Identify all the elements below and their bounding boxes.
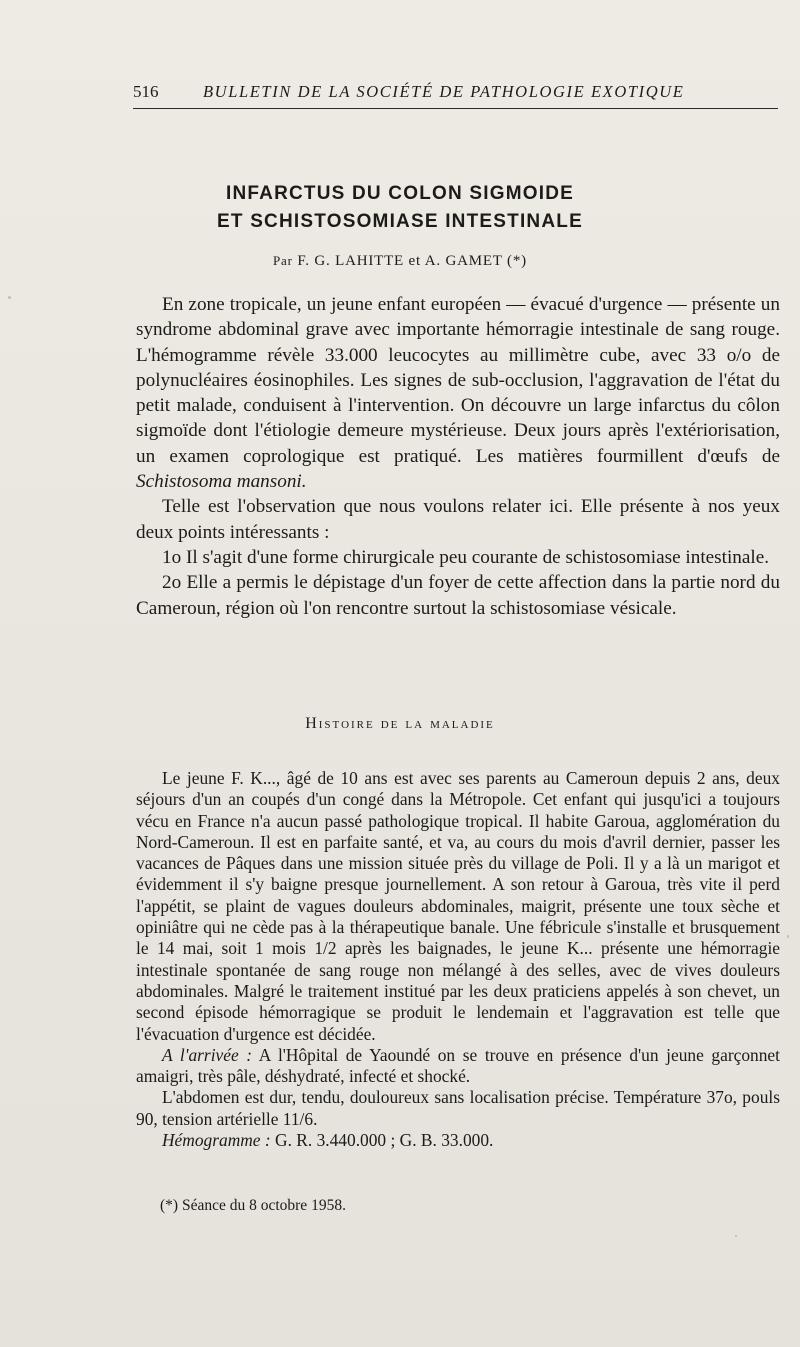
case-paragraph-text: G. R. 3.440.000 ; G. B. 33.000. — [270, 1130, 494, 1151]
running-head — [133, 78, 778, 109]
paper-speck — [8, 296, 11, 299]
paper-speck — [787, 935, 789, 938]
case-lead: Hémogramme : — [162, 1130, 271, 1151]
intro-point-1 — [136, 545, 780, 570]
case-paragraph-1 — [136, 768, 780, 1045]
intro-paragraph-text: Telle est l'observation que nous voulons relater ici. Elle présente à nos yeux deux points intéressants : — [136, 496, 780, 543]
case-paragraph-arrival — [136, 1045, 780, 1088]
page-number: 516 — [133, 82, 159, 101]
byline-prefix: Par — [273, 253, 293, 268]
byline — [0, 253, 800, 270]
footnote: (*) Séance du 8 octobre 1958. — [160, 1197, 346, 1214]
case-paragraph-text: A l'Hôpital de Yaoundé on se trouve en présence d'un jeune garçonnet amaigri, très pâle, déshydraté, infecté et shocké. — [136, 1044, 780, 1087]
case-paragraph-text: L'abdomen est dur, tendu, douloureux sans localisation précise. Température 37o, pouls 90, tension artérielle 11/6. — [136, 1087, 780, 1129]
intro-paragraph-text: En zone tropicale, un jeune enfant européen — évacué d'urgence — présente un syndrome abdominal grave avec importante hémorragie intestinale de sang rouge. L'hémogramme révèle 33.000 leucocytes au millimètre cube, avec 33 o/o de polynucléaires éosinophiles. Les signes de sub-occlusion, l'aggravation de l'état du petit malade, conduisent à l'intervention. On découvre un large infarctus du côlon sigmoïde dont l'étiologie demeure mystérieuse. Deux jours après l'extériorisation, un examen coprologique est pratiqué. Les matières fourmillent d'œufs de — [136, 294, 780, 467]
article-title-line-2: ET SCHISTOSOMIASE INTESTINALE — [217, 211, 583, 232]
authors: F. G. LAHITTE et A. GAMET (*) — [297, 253, 527, 269]
case-lead: A l'arrivée : — [162, 1044, 253, 1065]
case-paragraph-abdomen — [136, 1087, 780, 1130]
section-heading: Histoire de la maladie — [305, 715, 495, 732]
article-title-line-1: INFARCTUS DU COLON SIGMOIDE — [225, 183, 574, 204]
species-name: Schistosoma mansoni. — [136, 471, 307, 493]
introduction — [136, 292, 780, 621]
intro-paragraph-1 — [136, 292, 780, 494]
paper-speck — [735, 1235, 737, 1237]
journal-title: BULLETIN DE LA SOCIÉTÉ DE PATHOLOGIE EXOTIQUE — [203, 82, 685, 101]
intro-point-2 — [136, 570, 780, 621]
case-paragraph-hemogram — [136, 1130, 780, 1151]
intro-paragraph-2 — [136, 494, 780, 545]
intro-paragraph-text: 2o Elle a permis le dépistage d'un foyer de cette affection dans la partie nord du Cameroun, région où l'on rencontre surtout la schistosomiase vésicale. — [136, 572, 780, 619]
intro-paragraph-text: 1o Il s'agit d'une forme chirurgicale peu courante de schistosomiase intestinale. — [162, 546, 770, 568]
case-paragraph-text: Le jeune F. K..., âgé de 10 ans est avec ses parents au Cameroun depuis 2 ans, deux séjours d'un an coupés d'un congé dans la Métropole. Cet enfant qui jusqu'ici a toujours vécu en France n'a aucun passé pathologique tropical. Il habite Garoua, agglomération du Nord-Cameroun. Il est en parfaite santé, et va, au cours du mois d'avril dernier, passer les vacances de Pâques dans une mission située près du village de Poli. Il y a là un marigot et évidemment il s'y baigne presque journellement. A son retour à Garoua, très vite il perd l'appétit, se plaint de vagues douleurs abdominales, maigrit, présente une toux sèche et opiniâtre qui ne cède pas à la thérapeutique banale. Une fébricule s'installe et brusquement le 14 mai, soit 1 mois 1/2 après les baignades, le jeune K... présente une hémorragie intestinale spontanée de sang rouge non mélangé à des selles, avec de vives douleurs abdominales. Malgré le traitement institué par les deux praticiens appelés à son chevet, un second épisode hémorragique se produit le lendemain et l'aggravation est telle que l'évacuation d'urgence est décidée. — [136, 768, 780, 1044]
case-history — [136, 768, 780, 1151]
